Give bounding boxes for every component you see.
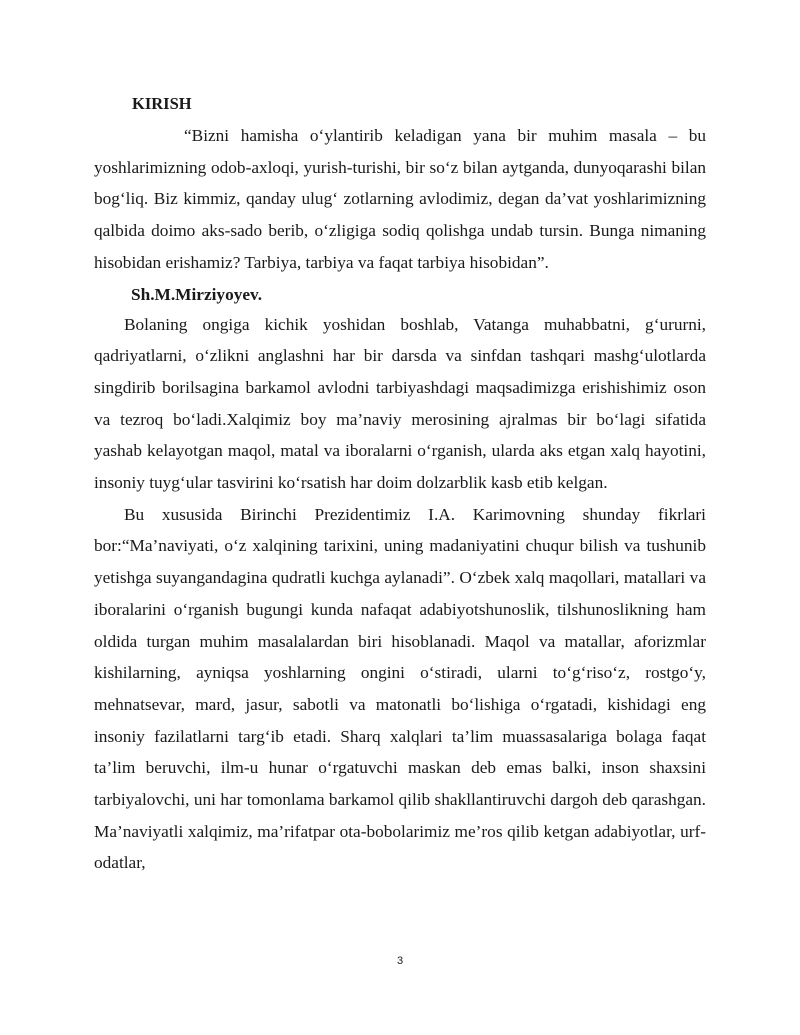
- body-paragraph: Bolaning ongiga kichik yoshidan boshlab, Vatanga muhabbatni, g‘ururni, qadriyatlarni, o‘zlikni anglashni har bir darsda va sinfdan tashqari mashg‘ulotlarda singdirib borilsagina barkamol avlodni tarbiyashdagi maqsadimizga erishishimiz oson va tezroq bo‘ladi.Xalqimiz boy ma’naviy merosining ajralmas bir bo‘lagi sifatida yashab kelayotgan maqol, matal va iboralarni o‘rganish, ularda aks etgan xalq hayotini, insoniy tuyg‘ular tasvirini ko‘rsatish har doim dolzarblik kasb etib kelgan.: [94, 314, 706, 493]
- section-heading: KIRISH: [132, 94, 192, 113]
- epigraph-quote: “Bizni hamisha o‘ylantirib keladigan yana bir muhim masala – bu yoshlarimizning odob-axloqi, yurish-turishi, bir so‘z bilan aytganda, dunyoqarashi bilan bog‘liq. Biz kimmiz, qanday ulug‘ zotlarning avlodimiz, degan da’vat yoshlarimizning qalbida doimo aks-sado berib, o‘zligiga sodiq qolishga undab tursin. Bunga nimaning hisobidan erishamiz? Tarbiya, tarbiya va faqat tarbiya hisobidan”.: [94, 126, 706, 272]
- body-paragraph: Bu xususida Birinchi Prezidentimiz I.A. Karimovning shunday fikrlari bor:“Ma’naviyati, o‘z xalqining tarixini, uning madaniyatini chuqur bilish va tushunib yetishga suyangandagina qudratli kuchga aylanadi”. O‘zbek xalq maqollari, matallari va iboralarini o‘rganish bugungi kunda nafaqat adabiyotshunoslik, tilshunoslikning ham oldida turgan muhim masalalardan biri hisoblanadi. Maqol va matallar, aforizmlar kishilarning, ayniqsa yoshlarning ongini o‘stiradi, ularni to‘g‘riso‘z, rostgo‘y, mehnatsevar, mard, jasur, sabotli va matonatli bo‘lishiga o‘rgatadi, kishidagi eng insoniy fazilatlarni targ‘ib etadi. Sharq xalqlari ta’lim muassasalariga bolaga faqat ta’lim beruvchi, ilm-u hunar o‘rgatuvchi maskan deb emas balki, inson shaxsini tarbiyalovchi, uni har tomonlama barkamol qilib shakllantiruvchi dargoh deb qarashgan. Ma’naviyatli xalqimiz, ma’rifatpar ota-bobolarimiz me’ros qilib ketgan adabiyotlar, urf-odatlar,: [94, 504, 706, 873]
- page-body: [94, 88, 706, 879]
- page-number: 3: [396, 955, 404, 967]
- epigraph-author: Sh.M.Mirziyoyev.: [131, 284, 263, 304]
